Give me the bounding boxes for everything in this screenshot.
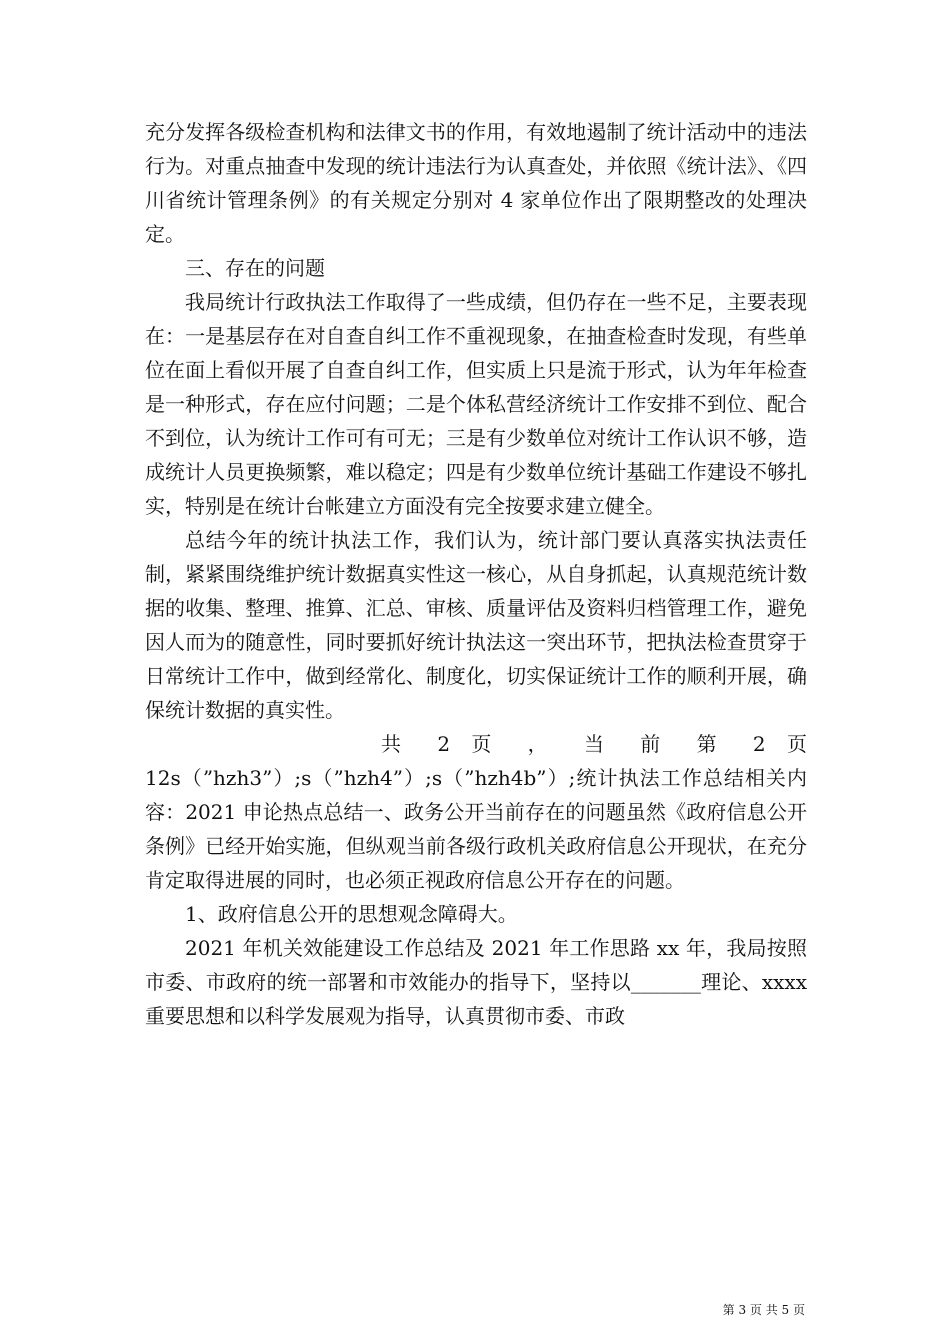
paragraph: 2021 年机关效能建设工作总结及 2021 年工作思路 xx 年，我局按照市委、市政府的统一部署和市效能办的指导下，坚持以_______理论、xxxx 重要思想和以科学发展观为指导，认真贯彻市委、市政 [145, 936, 807, 1028]
paragraph: 总结今年的统计执法工作，我们认为，统计部门要认真落实执法责任制，紧紧围绕维护统计数据真实性这一核心，从自身抓起，认真规范统计数据的收集、整理、推算、汇总、审核、质量评估及资料归档管理工作，避免因人而为的随意性，同时要抓好统计执法这一突出环节，把执法检查贯穿于日常统计工作中，做到经常化、制度化，切实保证统计工作的顺利开展，确保统计数据的真实性。 [145, 528, 807, 722]
paragraph: 充分发挥各级检查机构和法律文书的作用，有效地遏制了统计活动中的违法行为。对重点抽查中发现的统计违法行为认真查处，并依照《统计法》、《四川省统计管理条例》的有关规定分别对 4 家单位作出了限期整改的处理决定。 [145, 120, 807, 246]
section-heading: 三、存在的问题 [185, 256, 325, 280]
page-footer: 第 3 页 共 5 页 [722, 1303, 805, 1317]
paragraph: 12s（”hzh3”）;s（”hzh4”）;s（”hzh4b”）;统计执法工作总结相关内容：2021 申论热点总结一、政务公开当前存在的问题虽然《政府信息公开条例》已经开始实施，但纵观当前各级行政机关政府信息公开现状，在充分肯定取得进展的同时，也必须正视政府信息公开存在的问题。 [145, 766, 807, 892]
page-count-line: 共 2 页 ， 当 前 第 2 页 [381, 732, 807, 756]
paragraph: 我局统计行政执法工作取得了一些成绩，但仍存在一些不足，主要表现在：一是基层存在对自查自纠工作不重视现象，在抽查检查时发现，有些单位在面上看似开展了自查自纠工作，但实质上只是流于形式，认为年年检查是一种形式，存在应付问题；二是个体私营经济统计工作安排不到位、配合不到位，认为统计工作可有可无；三是有少数单位对统计工作认识不够，造成统计人员更换频繁，难以稳定；四是有少数单位统计基础工作建设不够扎实，特别是在统计台帐建立方面没有完全按要求建立健全。 [145, 290, 807, 518]
paragraph: 1、政府信息公开的思想观念障碍大。 [185, 902, 518, 926]
document-body [145, 115, 807, 1033]
